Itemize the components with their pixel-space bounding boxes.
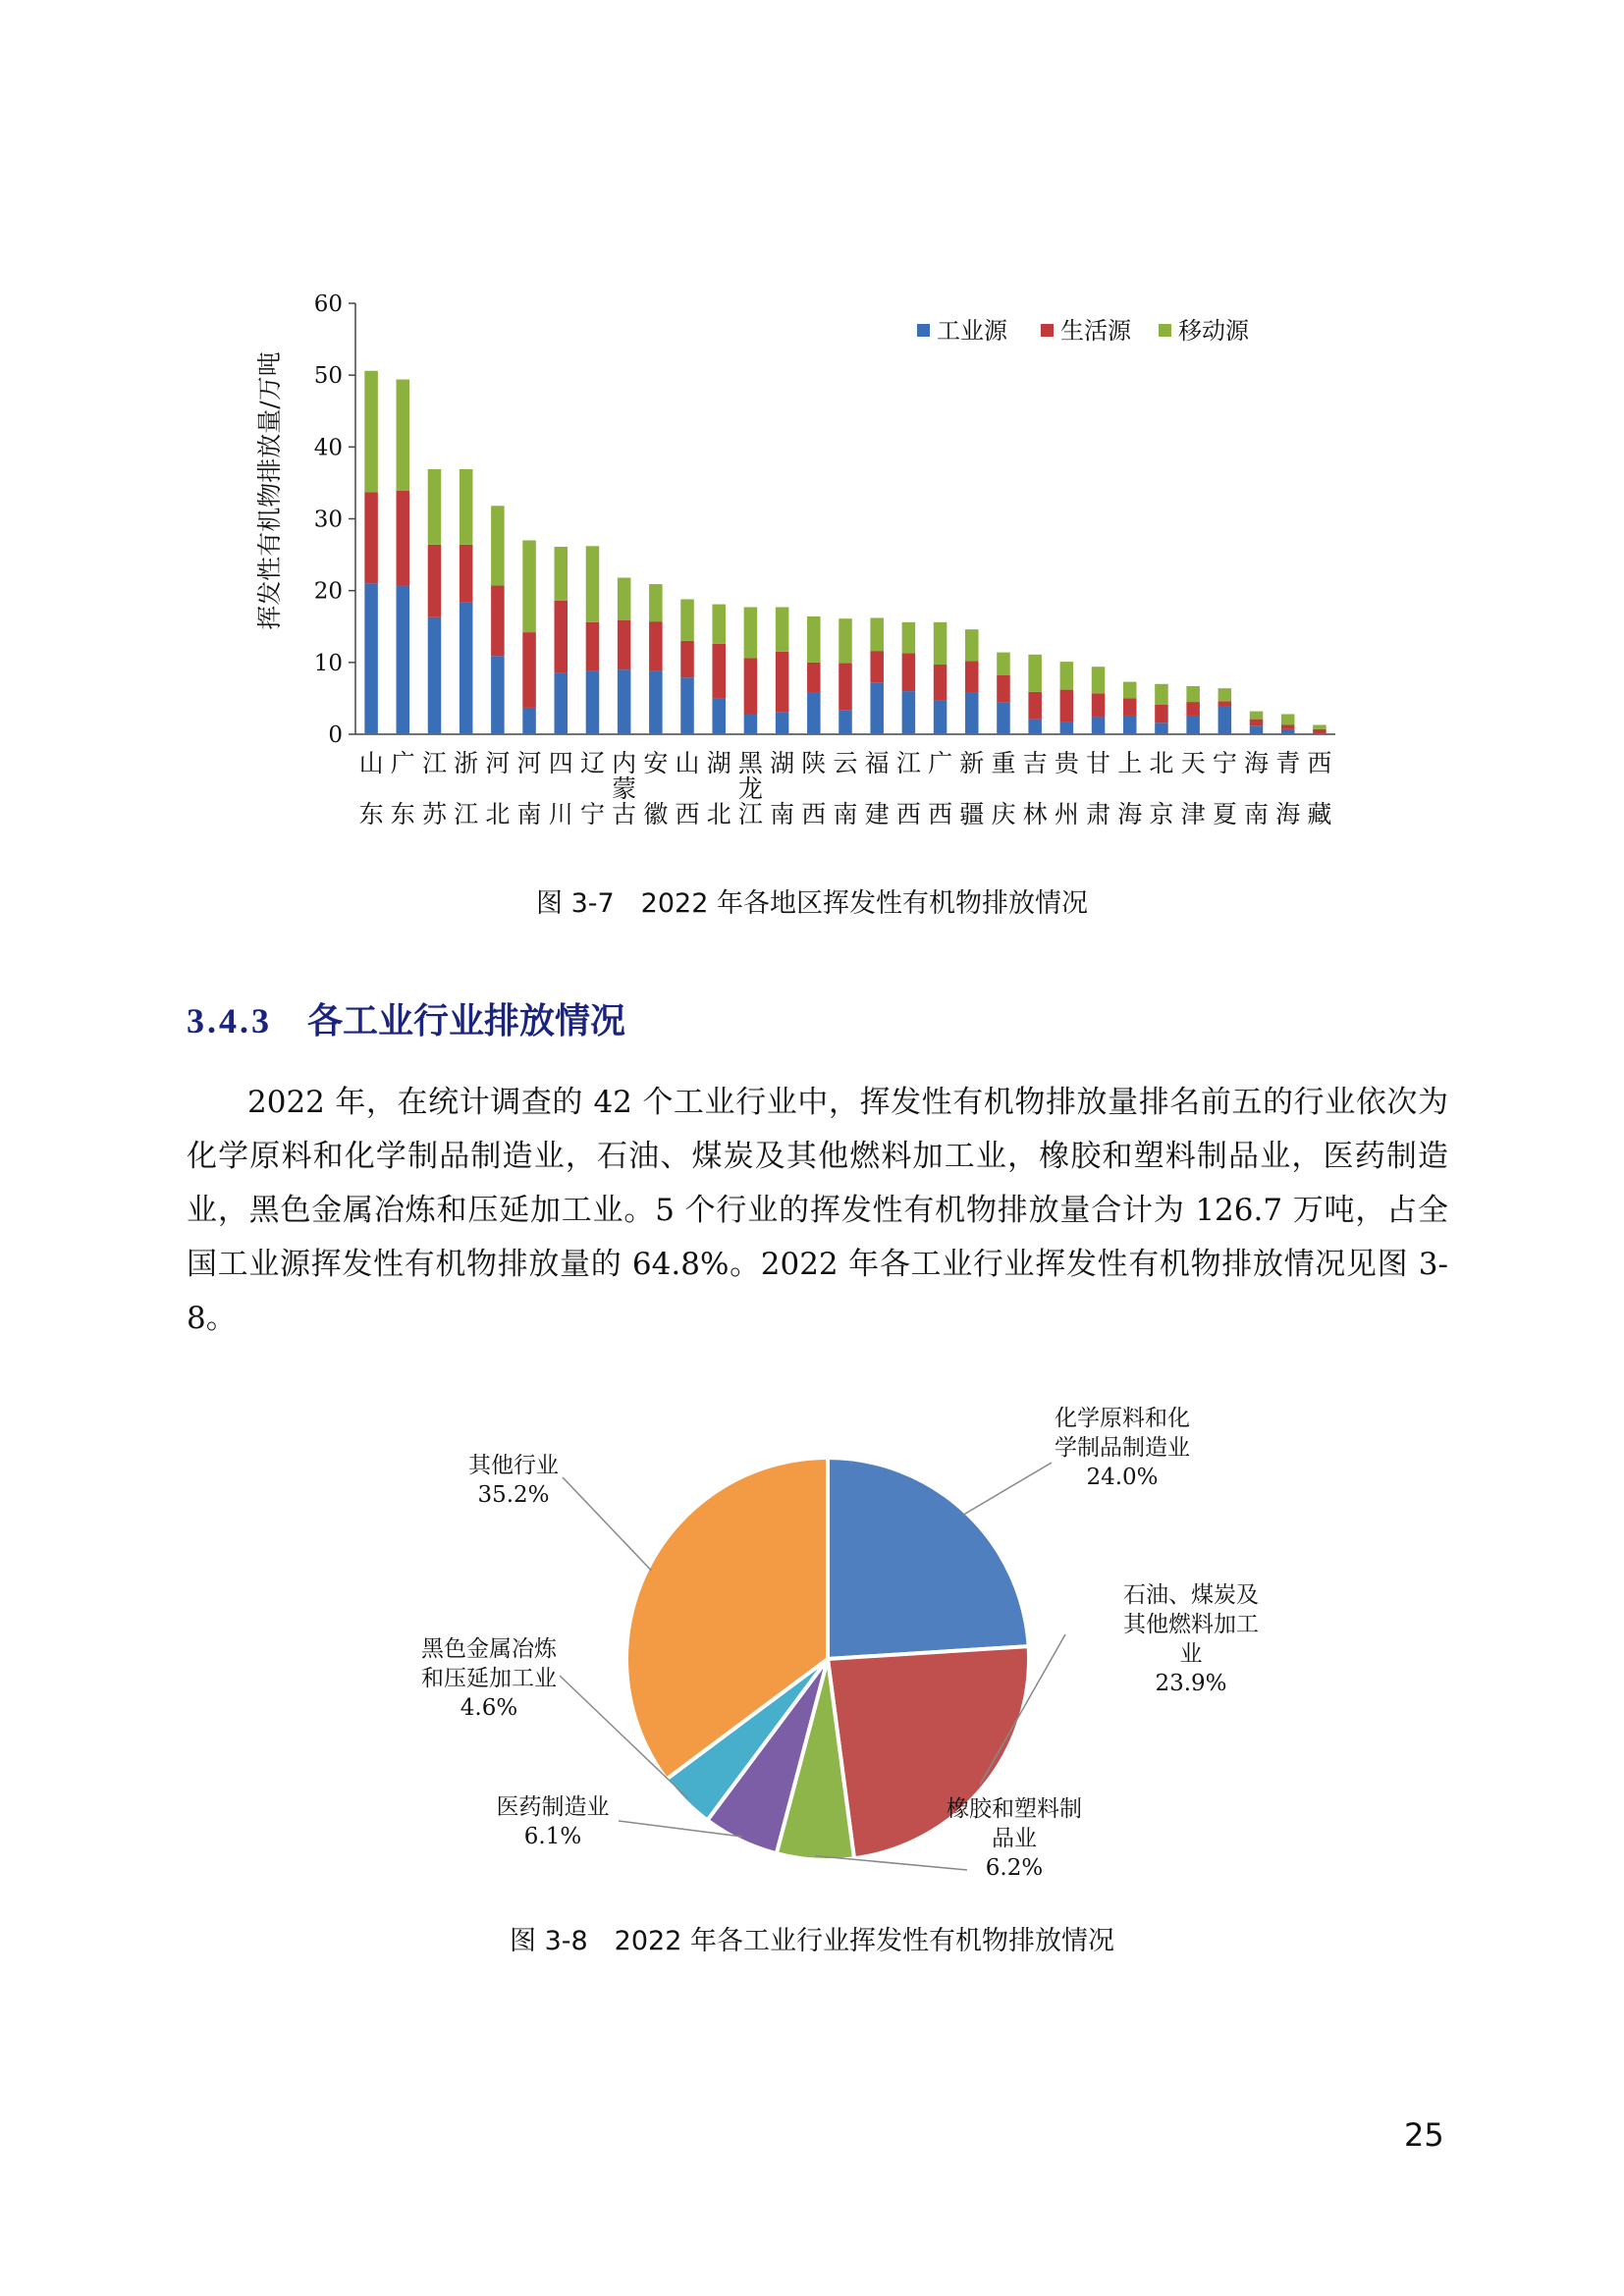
body-paragraph: 2022 年，在统计调查的 42 个工业行业中，挥发性有机物排放量排名前五的行业依次为化学原料和化学制品制造业，石油、煤炭及其他燃料加工业，橡胶和塑料制品业，医药制造业，黑色金属冶炼和压延加工业。5 个行业的挥发性有机物排放量合计为 126.7 万吨，占全国工业源挥发性有机物排放量的 64.8%。2022 年各工业行业挥发性有机物排放情况见图 3-8。	[187, 1085, 1448, 1336]
pie-category-label: 黑色金属冶炼	[421, 1636, 557, 1662]
x-tick-label: 南	[516, 800, 542, 828]
y-tick-label: 40	[313, 435, 343, 461]
bar-segment	[1060, 662, 1074, 690]
x-tick-label: 林	[1022, 800, 1048, 828]
x-tick-label: 江	[454, 800, 479, 828]
pie-category-label: 品业	[992, 1826, 1037, 1851]
x-tick-label: 吉	[1022, 749, 1048, 777]
x-tick-label: 云	[833, 749, 858, 777]
bar-segment	[1313, 729, 1326, 733]
bar-segment	[997, 675, 1010, 703]
pie-percent-label: 6.1%	[523, 1824, 582, 1849]
x-tick-label: 津	[1180, 800, 1206, 828]
bar-segment	[1313, 733, 1326, 734]
bar-segment	[1123, 682, 1137, 699]
bar-segment	[460, 469, 473, 545]
section-number: 3.4.3	[187, 1001, 272, 1041]
x-tick-label: 北	[1149, 749, 1174, 777]
bar-segment	[965, 661, 979, 692]
bar-segment	[1092, 667, 1106, 693]
x-tick-label: 西	[895, 800, 921, 828]
bar-segment	[397, 491, 410, 586]
bar-segment	[491, 656, 505, 734]
bar-segment	[807, 616, 821, 663]
bar-segment	[1281, 724, 1295, 728]
bar-segment	[902, 691, 916, 734]
bar-segment	[839, 618, 852, 663]
bar-segment	[428, 469, 442, 545]
x-tick-label: 东	[358, 800, 384, 828]
bar-segment	[870, 651, 884, 682]
x-tick-label: 上	[1117, 749, 1143, 777]
bar-segment	[1123, 716, 1137, 734]
bar-segment	[1092, 717, 1106, 734]
bar-segment	[364, 492, 378, 583]
bar-segment	[997, 653, 1010, 675]
bar-segment	[1186, 686, 1200, 702]
bar-segment	[744, 607, 758, 658]
bar-segment	[1123, 698, 1137, 716]
pie-category-label: 医药制造业	[496, 1794, 610, 1820]
x-tick-label: 北	[706, 800, 731, 828]
bar-segment	[807, 663, 821, 693]
pie-percent-label: 24.0%	[1086, 1465, 1159, 1490]
bar-segment	[1250, 720, 1264, 726]
y-tick-label: 50	[313, 363, 343, 390]
x-tick-label: 西	[928, 800, 953, 828]
bar-segment	[744, 715, 758, 734]
bar-segment	[1250, 712, 1264, 720]
bar-segment	[712, 698, 726, 734]
pie-slice	[828, 1458, 1029, 1659]
pie-category-label: 业	[1179, 1641, 1203, 1667]
pie-percent-label: 23.9%	[1155, 1671, 1227, 1696]
pie-percent-label: 4.6%	[460, 1695, 518, 1721]
x-tick-label: 藏	[1307, 800, 1332, 828]
bar-segment	[460, 602, 473, 734]
pie-category-label: 学制品制造业	[1055, 1435, 1190, 1461]
x-tick-label: 疆	[959, 800, 985, 828]
x-tick-label: 山	[675, 749, 700, 777]
x-tick-label: 青	[1275, 749, 1301, 777]
x-tick-label: 贵	[1054, 749, 1079, 777]
pie-leader-line	[563, 1477, 651, 1571]
bar-segment	[1281, 715, 1295, 725]
x-axis-labels	[359, 749, 1332, 828]
bar-segment	[586, 546, 600, 622]
x-tick-label: 川	[548, 800, 573, 828]
legend-label: 工业源	[937, 317, 1007, 345]
bar-segment	[397, 380, 410, 491]
x-tick-label: 安	[643, 749, 669, 777]
industry-voc-pie-chart	[0, 1374, 1624, 1885]
section-title: 各工业行业排放情况	[307, 1000, 626, 1041]
legend-label: 生活源	[1060, 317, 1131, 345]
bar-segment	[1028, 692, 1042, 720]
pie-category-label: 石油、煤炭及	[1123, 1582, 1259, 1608]
pie-category-label: 其他行业	[468, 1453, 559, 1478]
x-tick-label: 东	[390, 800, 415, 828]
bar-segment	[491, 506, 505, 585]
legend-swatch	[1159, 324, 1171, 337]
x-tick-label: 南	[770, 800, 795, 828]
regional-voc-stacked-bar-chart	[0, 0, 1624, 864]
x-tick-label: 徽	[643, 800, 669, 828]
x-tick-label: 南	[1244, 800, 1270, 828]
x-tick-label: 辽	[579, 749, 605, 777]
x-tick-label: 古	[612, 800, 637, 828]
pie-category-label: 其他燃料加工	[1123, 1612, 1259, 1637]
bar-segment	[1218, 701, 1232, 706]
bar-segment	[491, 586, 505, 657]
x-tick-label: 海	[1275, 800, 1301, 828]
bar-segment	[649, 584, 663, 621]
x-tick-label: 南	[833, 800, 858, 828]
y-axis-label: 挥发性有机物排放量/万吨	[255, 351, 284, 630]
bar-segment	[1313, 724, 1326, 728]
x-tick-label: 西	[801, 800, 827, 828]
bar-segment	[1186, 716, 1200, 734]
bar-segment	[522, 540, 536, 632]
x-tick-label: 新	[959, 749, 985, 777]
bar-segment	[649, 671, 663, 734]
bar-segment	[997, 703, 1010, 734]
bar-segment	[1092, 693, 1106, 717]
bar-segment	[1218, 706, 1232, 734]
legend-swatch	[1041, 324, 1054, 337]
x-tick-label: 福	[864, 749, 890, 777]
bar-segment	[744, 658, 758, 714]
section-heading	[187, 993, 625, 1043]
bar-segment	[1155, 722, 1168, 734]
bar-segment	[934, 665, 947, 701]
x-tick-label: 湖	[770, 749, 795, 777]
bar-segment	[902, 622, 916, 653]
x-tick-label: 广	[390, 749, 415, 777]
x-tick-label: 江	[737, 800, 763, 828]
bar-segment	[1028, 655, 1042, 692]
bar-segment	[460, 545, 473, 603]
x-tick-label: 浙	[454, 749, 479, 777]
bar-segment	[776, 607, 789, 651]
x-tick-label: 黑	[737, 749, 763, 777]
bar-segment	[397, 586, 410, 734]
bar-segment	[586, 622, 600, 671]
pie-leader-line	[963, 1463, 1052, 1515]
bar-segment	[618, 669, 631, 734]
x-tick-label: 蒙	[612, 774, 637, 803]
x-tick-label: 建	[864, 800, 890, 828]
bar-segment	[680, 599, 694, 640]
bar-segment	[618, 620, 631, 669]
bar-segment	[1250, 725, 1264, 734]
bar-segment	[712, 644, 726, 699]
x-tick-label: 北	[485, 800, 511, 828]
x-tick-label: 江	[421, 749, 447, 777]
x-tick-label: 甘	[1086, 749, 1111, 777]
x-tick-label: 肃	[1086, 800, 1111, 828]
y-tick-label: 20	[313, 578, 343, 605]
y-tick-label: 30	[313, 507, 343, 533]
x-tick-label: 京	[1149, 800, 1174, 828]
y-tick-label: 0	[328, 722, 343, 748]
bar-segment	[712, 605, 726, 644]
bar-segment	[428, 545, 442, 617]
x-tick-label: 海	[1244, 749, 1270, 777]
bar-segment	[902, 653, 916, 691]
y-tick-label: 60	[313, 292, 343, 317]
bar-segment	[364, 583, 378, 734]
bar-segment	[1218, 688, 1232, 701]
page-number: 25	[1404, 2116, 1444, 2154]
legend-label: 移动源	[1178, 317, 1249, 345]
x-tick-label: 龙	[737, 774, 763, 803]
bar-segment	[1028, 720, 1042, 734]
bar-segment	[807, 693, 821, 734]
x-tick-label: 天	[1180, 749, 1206, 777]
bar-segment	[1155, 705, 1168, 722]
pie-category-label: 橡胶和塑料制	[947, 1796, 1082, 1822]
bar-segment	[522, 708, 536, 734]
x-tick-label: 广	[928, 749, 953, 777]
bar-segment	[554, 601, 568, 672]
x-tick-label: 河	[485, 749, 511, 777]
x-tick-label: 湖	[706, 749, 731, 777]
x-tick-label: 州	[1054, 800, 1079, 828]
legend	[917, 317, 1250, 345]
bar-segment	[934, 701, 947, 734]
bar-segment	[839, 664, 852, 711]
x-tick-label: 重	[991, 749, 1016, 777]
figure-3-7-caption: 图 3-7 2022 年各地区挥发性有机物排放情况	[536, 888, 1088, 919]
bar-segment	[649, 621, 663, 670]
bar-segment	[680, 677, 694, 734]
bar-segment	[776, 652, 789, 712]
bar-segment	[1060, 722, 1074, 734]
x-tick-label: 苏	[421, 800, 447, 828]
bar-segment	[680, 641, 694, 677]
legend-swatch	[917, 324, 930, 337]
bar-segment	[870, 617, 884, 651]
bar-segment	[870, 682, 884, 734]
x-tick-label: 内	[612, 749, 637, 777]
x-tick-label: 夏	[1212, 800, 1237, 828]
bar-segment	[586, 671, 600, 734]
bar-segment	[364, 371, 378, 493]
pie-category-label: 和压延加工业	[421, 1666, 557, 1691]
x-tick-label: 四	[548, 749, 573, 777]
y-tick-label: 10	[313, 650, 343, 676]
x-tick-label: 庆	[991, 800, 1016, 828]
x-tick-label: 宁	[579, 800, 605, 828]
x-tick-label: 河	[516, 749, 542, 777]
x-tick-label: 宁	[1212, 749, 1237, 777]
x-tick-label: 陕	[801, 749, 827, 777]
bar-segment	[839, 710, 852, 734]
x-tick-label: 山	[358, 749, 384, 777]
bar-segment	[1060, 690, 1074, 722]
pie-percent-label: 35.2%	[477, 1482, 550, 1508]
figure-3-8-caption: 图 3-8 2022 年各工业行业挥发性有机物排放情况	[510, 1926, 1114, 1956]
x-tick-label: 西	[675, 800, 700, 828]
bar-segment	[934, 622, 947, 665]
bar-segment	[618, 577, 631, 619]
bar-segment	[1281, 729, 1295, 734]
x-tick-label: 江	[895, 749, 921, 777]
bar-segment	[1186, 702, 1200, 716]
bar-segment	[776, 712, 789, 734]
bar-marks	[364, 371, 1326, 734]
pie-percent-label: 6.2%	[985, 1855, 1044, 1881]
bar-segment	[965, 693, 979, 734]
x-tick-label: 西	[1307, 749, 1332, 777]
bar-segment	[965, 629, 979, 661]
bar-segment	[428, 617, 442, 734]
x-tick-label: 海	[1117, 800, 1143, 828]
bar-segment	[1155, 684, 1168, 705]
bar-segment	[554, 672, 568, 734]
bar-segment	[554, 547, 568, 601]
pie-category-label: 化学原料和化	[1055, 1406, 1190, 1431]
pie-leader-line	[815, 1856, 967, 1870]
bar-segment	[522, 632, 536, 708]
